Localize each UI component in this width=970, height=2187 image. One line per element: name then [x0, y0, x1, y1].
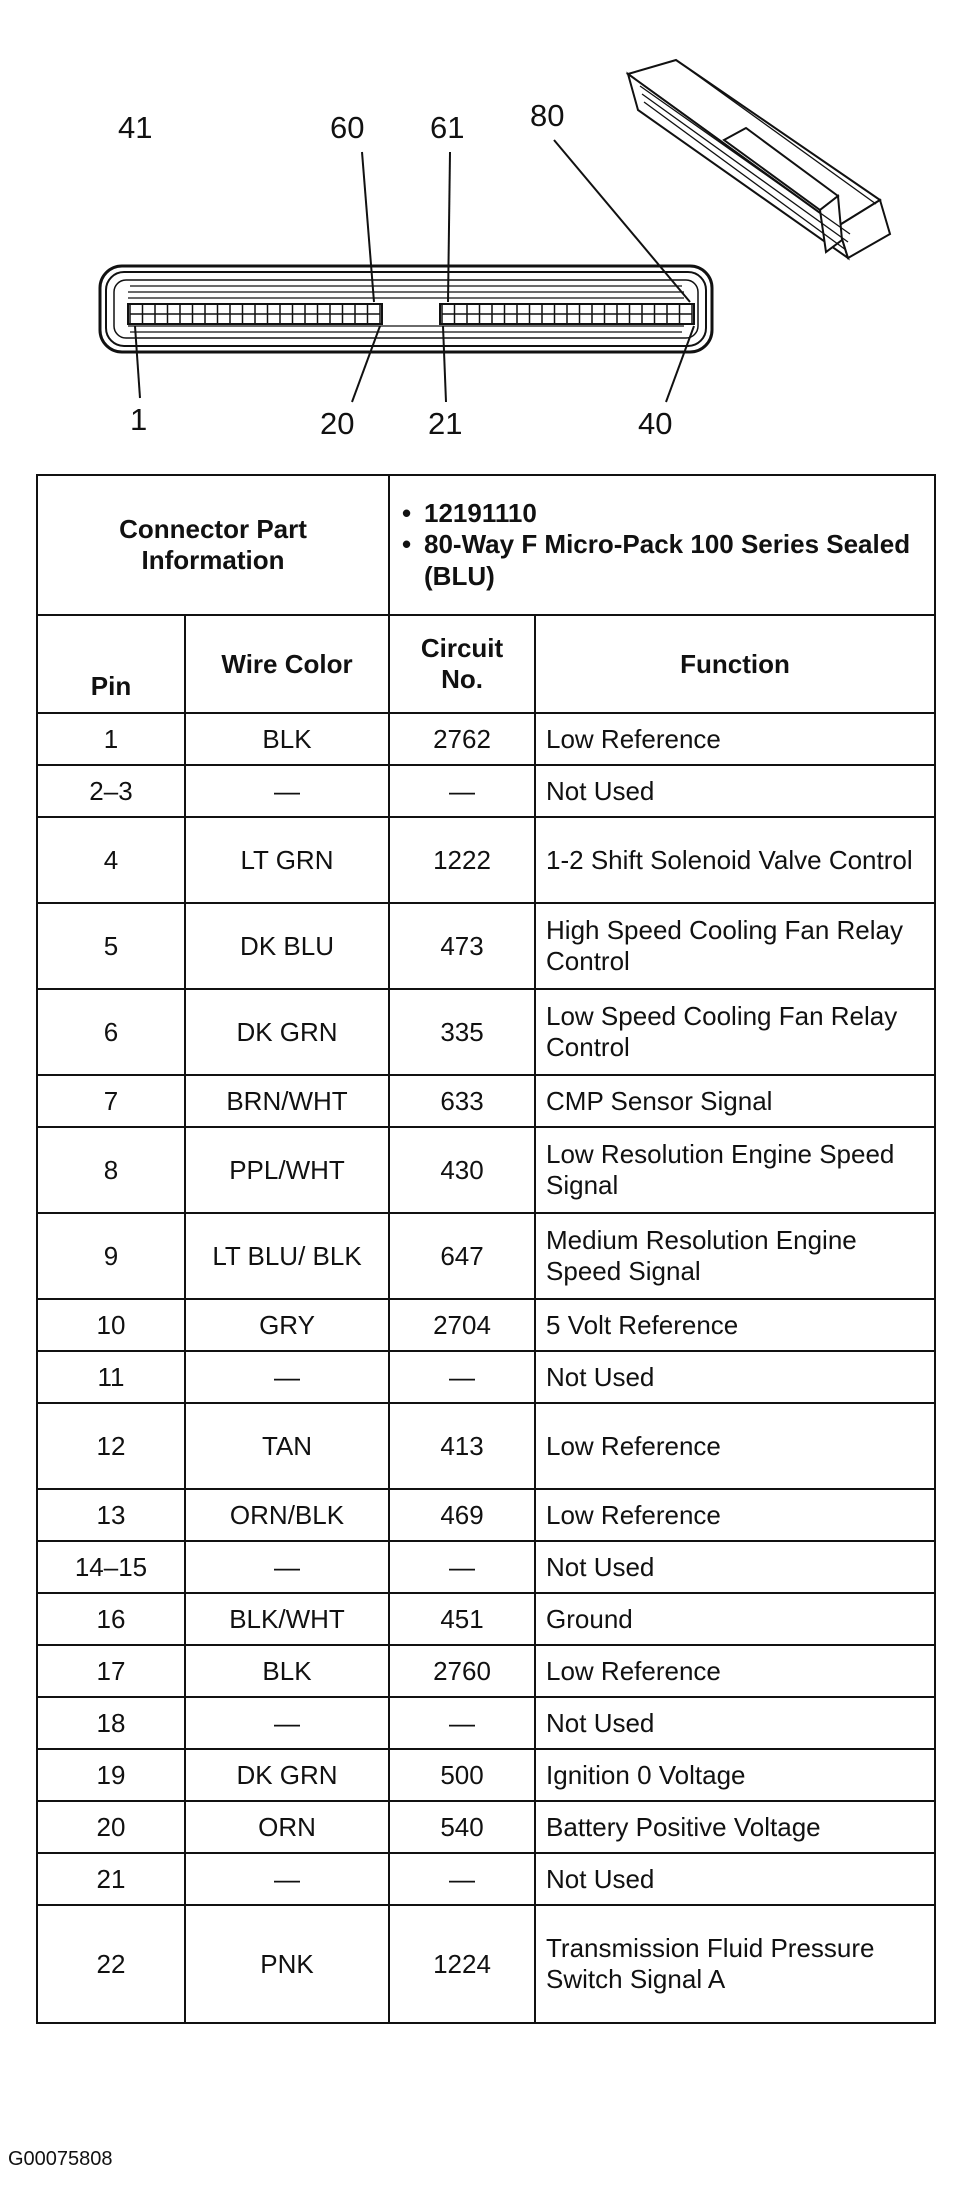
connector-drawing	[0, 0, 970, 460]
table-row	[37, 1697, 935, 1749]
table-row	[37, 1075, 935, 1127]
table-row	[37, 1905, 935, 2023]
function-cell: Not Used	[535, 1853, 935, 1905]
connector-diagram	[0, 0, 970, 460]
wire-color-cell: DK BLU	[185, 903, 389, 989]
pin-cell: 17	[37, 1645, 185, 1697]
function-cell: Low Reference	[535, 1645, 935, 1697]
pin-cell: 7	[37, 1075, 185, 1127]
wire-color-cell: PNK	[185, 1905, 389, 2023]
part-number: • 12191110	[402, 498, 537, 529]
header-pin: Pin	[37, 615, 185, 713]
circuit-cell: 413	[389, 1403, 535, 1489]
circuit-cell: 451	[389, 1593, 535, 1645]
circuit-cell: 1222	[389, 817, 535, 903]
table-row	[37, 1645, 935, 1697]
table-row	[37, 817, 935, 903]
wire-color-cell: DK GRN	[185, 989, 389, 1075]
table-row	[37, 1403, 935, 1489]
wire-color-cell: —	[185, 1853, 389, 1905]
pin-cell: 4	[37, 817, 185, 903]
wire-color-cell: BRN/WHT	[185, 1075, 389, 1127]
pin-label-61: 61	[430, 110, 465, 145]
function-cell: Low Reference	[535, 1403, 935, 1489]
table-row	[37, 1351, 935, 1403]
circuit-cell: —	[389, 1697, 535, 1749]
circuit-cell: —	[389, 765, 535, 817]
pin-cell: 6	[37, 989, 185, 1075]
function-cell: Low Reference	[535, 1489, 935, 1541]
pin-cell: 21	[37, 1853, 185, 1905]
pin-cell: 12	[37, 1403, 185, 1489]
pin-label-80: 80	[530, 98, 565, 133]
table-row	[37, 1127, 935, 1213]
wire-color-cell: —	[185, 765, 389, 817]
table-row	[37, 989, 935, 1075]
function-cell: Low Resolution Engine Speed Signal	[535, 1127, 935, 1213]
function-cell: 1-2 Shift Solenoid Valve Control	[535, 817, 935, 903]
pin-cell: 18	[37, 1697, 185, 1749]
circuit-cell: —	[389, 1351, 535, 1403]
wire-color-cell: —	[185, 1541, 389, 1593]
wire-color-cell: PPL/WHT	[185, 1127, 389, 1213]
header-function: Function	[535, 615, 935, 713]
circuit-cell: —	[389, 1541, 535, 1593]
pin-cell: 8	[37, 1127, 185, 1213]
wire-color-cell: GRY	[185, 1299, 389, 1351]
table-row	[37, 1801, 935, 1853]
function-cell: Not Used	[535, 1541, 935, 1593]
pin-cell: 16	[37, 1593, 185, 1645]
circuit-cell: 1224	[389, 1905, 535, 2023]
pin-cell: 11	[37, 1351, 185, 1403]
function-cell: Battery Positive Voltage	[535, 1801, 935, 1853]
function-cell: Not Used	[535, 1697, 935, 1749]
pin-cell: 20	[37, 1801, 185, 1853]
pin-label-41: 41	[118, 110, 153, 145]
table-row	[37, 713, 935, 765]
pin-label-20: 20	[320, 406, 355, 441]
wire-color-cell: BLK	[185, 1645, 389, 1697]
table-row	[37, 903, 935, 989]
wire-color-cell: —	[185, 1351, 389, 1403]
circuit-cell: 2704	[389, 1299, 535, 1351]
figure-id: G00075808	[8, 2148, 113, 2170]
circuit-cell: 647	[389, 1213, 535, 1299]
function-cell: High Speed Cooling Fan Relay Control	[535, 903, 935, 989]
wire-color-cell: TAN	[185, 1403, 389, 1489]
connector-info-label: Connector Part Information	[37, 475, 389, 615]
function-cell: Low Reference	[535, 713, 935, 765]
function-cell: Not Used	[535, 1351, 935, 1403]
function-cell: CMP Sensor Signal	[535, 1075, 935, 1127]
pin-cell: 2–3	[37, 765, 185, 817]
table-row	[37, 1541, 935, 1593]
wire-color-cell: —	[185, 1697, 389, 1749]
table-row	[37, 1213, 935, 1299]
header-circuit-no: Circuit No.	[389, 615, 535, 713]
function-cell: Transmission Fluid Pressure Switch Signal A	[535, 1905, 935, 2023]
circuit-cell: 2760	[389, 1645, 535, 1697]
pin-label-60: 60	[330, 110, 365, 145]
wire-color-cell: LT BLU/ BLK	[185, 1213, 389, 1299]
circuit-cell: 500	[389, 1749, 535, 1801]
connector-description: • 80-Way F Micro-Pack 100 Series Sealed (BLU)	[402, 529, 911, 591]
table-row	[37, 1749, 935, 1801]
circuit-cell: 473	[389, 903, 535, 989]
table-row	[37, 1489, 935, 1541]
circuit-cell: 469	[389, 1489, 535, 1541]
pin-label-21: 21	[428, 406, 463, 441]
circuit-cell: 2762	[389, 713, 535, 765]
pin-cell: 14–15	[37, 1541, 185, 1593]
wire-color-cell: BLK	[185, 713, 389, 765]
function-cell: 5 Volt Reference	[535, 1299, 935, 1351]
connector-info-row	[37, 475, 935, 615]
wire-color-cell: BLK/WHT	[185, 1593, 389, 1645]
pin-cell: 1	[37, 713, 185, 765]
circuit-cell: 540	[389, 1801, 535, 1853]
wire-color-cell: ORN	[185, 1801, 389, 1853]
wire-color-cell: LT GRN	[185, 817, 389, 903]
function-cell: Ignition 0 Voltage	[535, 1749, 935, 1801]
pin-cell: 10	[37, 1299, 185, 1351]
table-row	[37, 1593, 935, 1645]
pin-label-1: 1	[130, 402, 148, 437]
function-cell: Low Speed Cooling Fan Relay Control	[535, 989, 935, 1075]
function-cell: Not Used	[535, 765, 935, 817]
function-cell: Ground	[535, 1593, 935, 1645]
pin-cell: 9	[37, 1213, 185, 1299]
table-row	[37, 765, 935, 817]
pin-table	[36, 474, 936, 2024]
header-wire-color: Wire Color	[185, 615, 389, 713]
column-header-row	[37, 615, 935, 713]
pin-cell: 22	[37, 1905, 185, 2023]
pin-cell: 13	[37, 1489, 185, 1541]
circuit-cell: 430	[389, 1127, 535, 1213]
wire-color-cell: ORN/BLK	[185, 1489, 389, 1541]
circuit-cell: 335	[389, 989, 535, 1075]
circuit-cell: —	[389, 1853, 535, 1905]
wire-color-cell: DK GRN	[185, 1749, 389, 1801]
table-row	[37, 1299, 935, 1351]
table-row	[37, 1853, 935, 1905]
pin-label-40: 40	[638, 406, 673, 441]
circuit-cell: 633	[389, 1075, 535, 1127]
function-cell: Medium Resolution Engine Speed Signal	[535, 1213, 935, 1299]
pin-cell: 5	[37, 903, 185, 989]
connector-info-values	[389, 475, 935, 615]
pin-cell: 19	[37, 1749, 185, 1801]
